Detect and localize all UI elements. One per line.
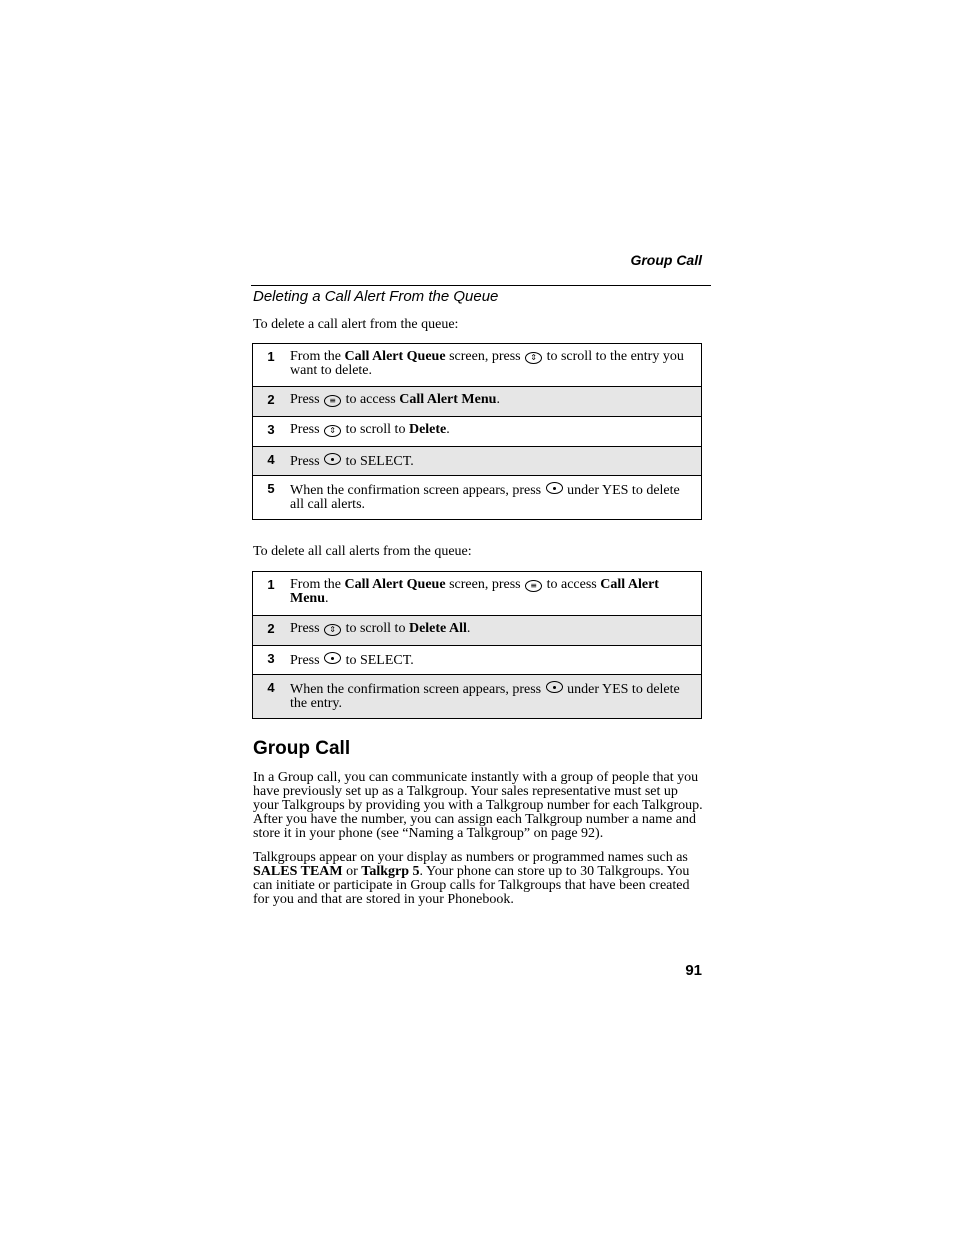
scroll-key-icon: ⇕ xyxy=(324,425,341,437)
running-head: Group Call xyxy=(630,252,702,268)
step-number: 2 xyxy=(253,616,290,646)
step-number: 1 xyxy=(253,572,290,616)
table-row xyxy=(253,447,702,476)
option-key-icon xyxy=(546,681,563,693)
intro-text-1: To delete a call alert from the queue: xyxy=(253,317,459,332)
section-title: Group Call xyxy=(253,738,351,759)
table-row xyxy=(253,476,702,520)
paragraph-group-call: In a Group call, you can communicate instantly with a group of people that you have previously set up as a Talkgroup. Your sales representative must set up your Talkgroups by providing you with a Talkgroup number for each Talkgroup. After you have the number, you can assign each Talkgroup number a name and store it in your phone (see “Naming a Talkgroup” on page 92). xyxy=(253,770,703,841)
scroll-key-icon: ⇕ xyxy=(525,352,542,364)
table-row xyxy=(253,616,702,646)
table-row xyxy=(253,646,702,675)
step-number: 4 xyxy=(253,447,290,476)
step-text: Press to SELECT. xyxy=(289,447,702,476)
steps-table-delete-all-alerts xyxy=(252,571,702,719)
step-number: 3 xyxy=(253,646,290,675)
step-number: 4 xyxy=(253,675,290,719)
table-row xyxy=(253,572,702,616)
header-rule xyxy=(251,285,711,286)
table-row xyxy=(253,387,702,417)
subsection-heading: Deleting a Call Alert From the Queue xyxy=(253,288,499,305)
steps-table-delete-alert xyxy=(252,343,702,520)
step-number: 5 xyxy=(253,476,290,520)
scroll-key-icon: ⇕ xyxy=(324,624,341,636)
table-row xyxy=(253,417,702,447)
page-number: 91 xyxy=(685,962,702,979)
menu-key-icon: ≡ xyxy=(324,395,341,407)
step-text: Press ⇕ to scroll to Delete All. xyxy=(289,616,702,646)
step-number: 2 xyxy=(253,387,290,417)
paragraph-talkgroups: Talkgroups appear on your display as numbers or programmed names such as SALES TEAM or Talkgrp 5. Your phone can store up to 30 Talkgroups. You can initiate or participate in Group calls for Talkgroups that have been created for you and that are stored in your Phonebook. xyxy=(253,850,690,907)
step-number: 1 xyxy=(253,344,290,387)
table-row xyxy=(253,344,702,387)
option-key-icon xyxy=(546,482,563,494)
step-text: When the confirmation screen appears, press under YES to delete the entry. xyxy=(289,675,702,719)
menu-key-icon: ≡ xyxy=(525,580,542,592)
table-row xyxy=(253,675,702,719)
step-text: Press to SELECT. xyxy=(289,646,702,675)
intro-text-2: To delete all call alerts from the queue: xyxy=(253,544,472,559)
step-text: When the confirmation screen appears, press under YES to delete all call alerts. xyxy=(289,476,702,520)
option-key-icon xyxy=(324,453,341,465)
option-key-icon xyxy=(324,652,341,664)
step-text: Press ≡ to access Call Alert Menu. xyxy=(289,387,702,417)
step-text: From the Call Alert Queue screen, press ≡ to access Call Alert Menu. xyxy=(289,572,702,616)
step-text: Press ⇕ to scroll to Delete. xyxy=(289,417,702,447)
step-number: 3 xyxy=(253,417,290,447)
step-text: From the Call Alert Queue screen, press ⇕ to scroll to the entry you want to delete. xyxy=(289,344,702,387)
